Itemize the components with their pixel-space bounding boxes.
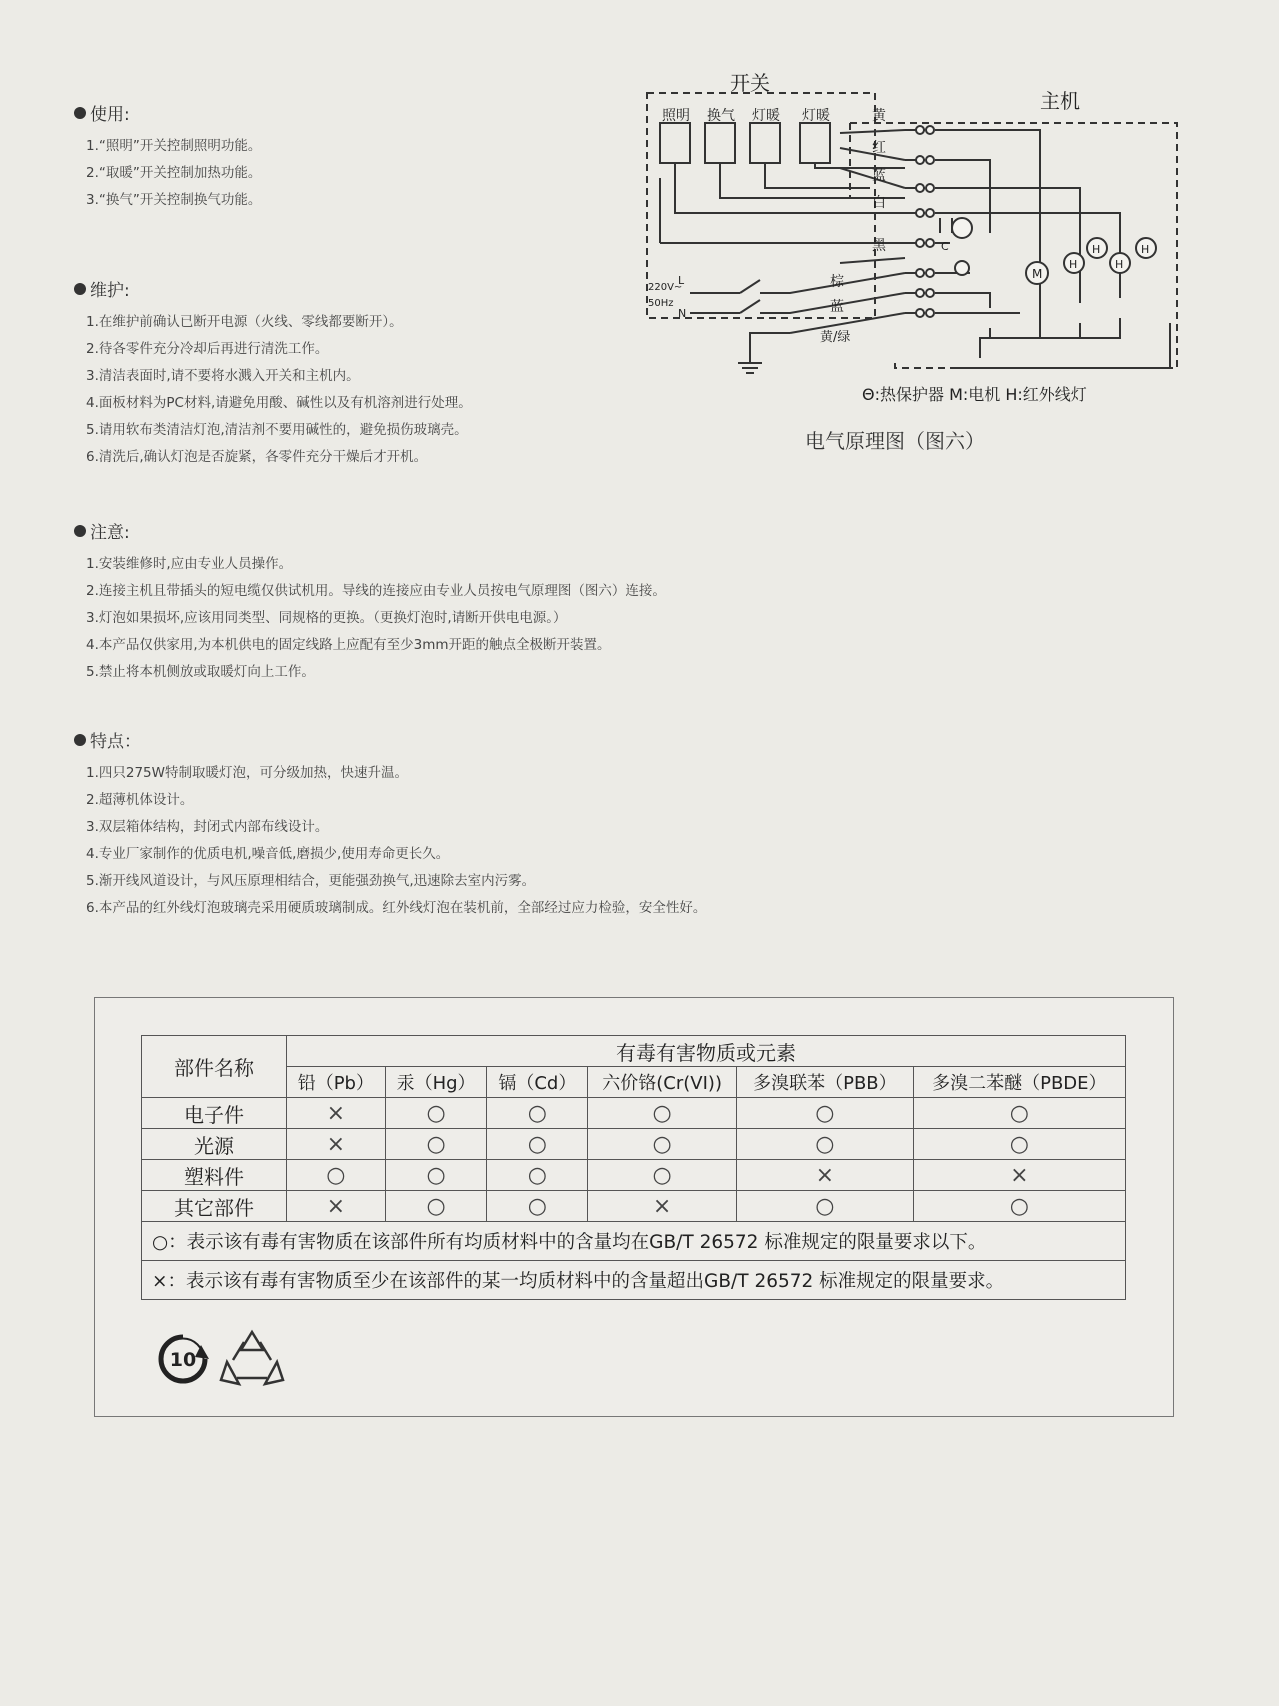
epup-number: 10 <box>169 1349 197 1371</box>
switch-label: 灯暖 <box>802 108 830 124</box>
bullet-icon <box>74 525 86 537</box>
list-item: 4.本产品仅供家用,为本机供电的固定线路上应配有至少3mm开距的触点全极断开装置。 <box>86 637 611 653</box>
table-subheader-row <box>142 1067 1126 1098</box>
host-box-label: 主机 <box>1040 89 1080 113</box>
note-circle: ○：表示该有毒有害物质在该部件所有均质材料中的含量均在GB/T 26572 标准规定的限量要求以下。 <box>142 1222 1126 1261</box>
wire-label: 白 <box>872 195 886 211</box>
bullet-icon <box>74 107 86 119</box>
list-item: 1.四只275W特制取暖灯泡，可分级加热，快速升温。 <box>86 765 408 781</box>
hazardous-substance-panel <box>94 997 1174 1417</box>
list-item: 6.本产品的红外线灯泡玻璃壳采用硬质玻璃制成。红外线灯泡在装机前，全部经过应力检验，安全性好。 <box>86 900 707 916</box>
list-item: 2.连接主机且带插头的短电缆仅供试机用。导线的连接应由专业人员按电气原理图（图六）连接。 <box>86 583 666 599</box>
caution-section <box>74 518 666 686</box>
substance-mark: ○ <box>487 1191 588 1222</box>
heater-symbol: H <box>1069 258 1078 271</box>
motor-symbol: M <box>1032 267 1043 281</box>
list-item: 5.渐开线风道设计，与风压原理相结合，更能强劲换气,迅速除去室内污雾。 <box>86 873 536 889</box>
list-item: 1.“照明”开关控制照明功能。 <box>86 138 262 154</box>
substance-header: 多溴二苯醚（PBDE） <box>913 1067 1125 1098</box>
substance-group-header: 有毒有害物质或元素 <box>287 1036 1126 1067</box>
list-item: 6.清洗后,确认灯泡是否旋紧，各零件充分干燥后才开机。 <box>86 449 428 465</box>
wire-label: 黄/绿 <box>820 330 851 345</box>
substance-header: 铅（Pb） <box>287 1067 386 1098</box>
substance-mark: × <box>588 1191 737 1222</box>
substance-mark: ○ <box>385 1129 487 1160</box>
list-item: 3.清洁表面时,请不要将水溅入开关和主机内。 <box>86 368 360 384</box>
substance-mark: ○ <box>287 1160 386 1191</box>
part-name-header: 部件名称 <box>142 1036 287 1098</box>
heater-symbol: H <box>1115 258 1124 271</box>
substance-mark: ○ <box>487 1129 588 1160</box>
list-item: 3.“换气”开关控制换气功能。 <box>86 192 262 208</box>
list-item: 1.在维护前确认已断开电源（火线、零线都要断开）。 <box>86 314 403 330</box>
bullet-icon <box>74 734 86 746</box>
note-cross: ×：表示该有毒有害物质至少在该部件的某一均质材料中的含量超出GB/T 26572 标准规定的限量要求。 <box>142 1261 1126 1300</box>
substance-mark: ○ <box>385 1098 487 1129</box>
substance-mark: ○ <box>588 1098 737 1129</box>
list-item: 2.超薄机体设计。 <box>86 792 194 808</box>
diagram-legend: Θ:热保护器 M:电机 H:红外线灯 <box>862 385 1087 404</box>
wire-label: 蓝 <box>830 299 844 315</box>
heater-symbol: H <box>1141 243 1150 256</box>
substance-mark: × <box>287 1129 386 1160</box>
substance-mark: × <box>287 1098 386 1129</box>
substance-mark: ○ <box>385 1191 487 1222</box>
wire-label: 蓝 <box>872 168 886 184</box>
heater-symbol: H <box>1092 243 1101 256</box>
substance-mark: × <box>287 1191 386 1222</box>
logo-group <box>157 1328 285 1390</box>
supply-voltage: 220V~ <box>648 282 683 293</box>
substance-mark: ○ <box>588 1129 737 1160</box>
capacitor-label: C <box>941 240 949 253</box>
list-item: 5.禁止将本机侧放或取暖灯向上工作。 <box>86 664 315 680</box>
epup-10-icon <box>157 1333 209 1385</box>
table-row <box>142 1098 1126 1129</box>
substance-header: 多溴联苯（PBB） <box>737 1067 914 1098</box>
bullet-icon <box>74 283 86 295</box>
substance-header: 六价铬(Cr(VI)) <box>588 1067 737 1098</box>
substance-mark: ○ <box>913 1098 1125 1129</box>
substance-mark: ○ <box>487 1160 588 1191</box>
switch-label: 照明 <box>662 108 690 124</box>
substance-mark: ○ <box>737 1098 914 1129</box>
substance-mark: ○ <box>913 1129 1125 1160</box>
features-title: 特点： <box>90 732 141 752</box>
part-name: 电子件 <box>142 1098 287 1129</box>
wire-label: 红 <box>872 140 886 156</box>
features-section <box>74 727 706 922</box>
switch-label: 灯暖 <box>752 108 780 124</box>
wire-label: 棕 <box>830 274 844 290</box>
table-row <box>142 1129 1126 1160</box>
list-item: 4.专业厂家制作的优质电机,噪音低,磨损少,使用寿命更长久。 <box>86 846 450 862</box>
wire-label: 黄 <box>872 108 886 124</box>
list-item: 5.请用软布类清洁灯泡,清洁剂不要用碱性的，避免损伤玻璃壳。 <box>86 422 468 438</box>
wiring-diagram <box>640 68 1180 413</box>
wire-label: 黑 <box>872 238 886 254</box>
table-note-row <box>142 1261 1126 1300</box>
line-label: L <box>678 274 685 287</box>
part-name: 塑料件 <box>142 1160 287 1191</box>
list-item: 4.面板材料为PC材料,请避免用酸、碱性以及有机溶剂进行处理。 <box>86 395 472 411</box>
list-item: 2.“取暖”开关控制加热功能。 <box>86 165 262 181</box>
part-name: 光源 <box>142 1129 287 1160</box>
hazardous-substance-table <box>141 1035 1126 1300</box>
substance-mark: × <box>913 1160 1125 1191</box>
substance-mark: ○ <box>737 1191 914 1222</box>
part-name: 其它部件 <box>142 1191 287 1222</box>
substance-mark: ○ <box>487 1098 588 1129</box>
maintenance-section <box>74 276 472 471</box>
substance-mark: ○ <box>913 1191 1125 1222</box>
maintenance-title: 维护: <box>90 281 130 301</box>
substance-mark: ○ <box>588 1160 737 1191</box>
table-row <box>142 1191 1126 1222</box>
neutral-label: N <box>678 307 687 320</box>
list-item: 3.灯泡如果损坏,应该用同类型、同规格的更换。（更换灯泡时,请断开供电电源。） <box>86 610 567 626</box>
substance-header: 汞（Hg） <box>385 1067 487 1098</box>
recycle-icon <box>219 1328 285 1390</box>
substance-mark: × <box>737 1160 914 1191</box>
switch-box-label: 开关 <box>730 71 770 95</box>
list-item: 2.待各零件充分冷却后再进行清洗工作。 <box>86 341 329 357</box>
list-item: 3.双层箱体结构，封闭式内部布线设计。 <box>86 819 329 835</box>
usage-title: 使用: <box>90 105 130 125</box>
switch-label: 换气 <box>707 108 735 124</box>
substance-mark: ○ <box>385 1160 487 1191</box>
table-row <box>142 1160 1126 1191</box>
substance-header: 镉（Cd） <box>487 1067 588 1098</box>
diagram-caption: 电气原理图（图六） <box>805 429 985 453</box>
table-header-row <box>142 1036 1126 1067</box>
list-item: 1.安装维修时,应由专业人员操作。 <box>86 556 293 572</box>
table-note-row <box>142 1222 1126 1261</box>
caution-title: 注意: <box>90 523 130 543</box>
usage-section <box>74 100 261 214</box>
substance-mark: ○ <box>737 1129 914 1160</box>
supply-frequency: 50Hz <box>648 298 674 309</box>
